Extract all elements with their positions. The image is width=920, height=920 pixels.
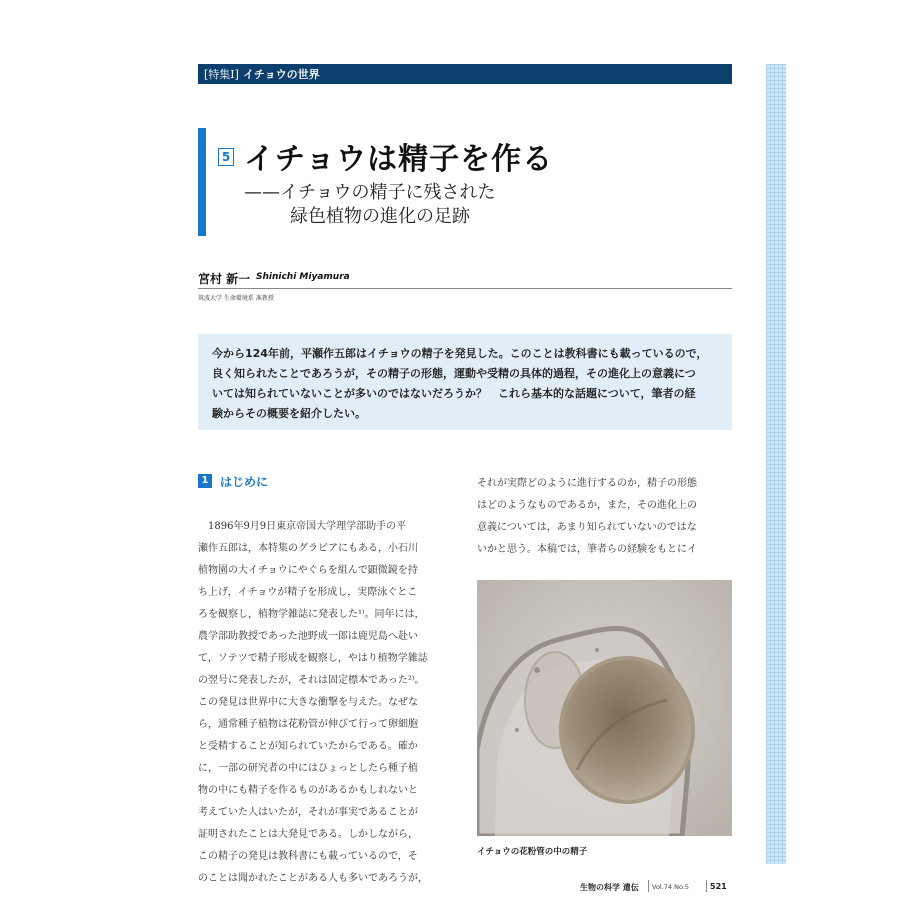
- body-line: この精子の発見は教科書にも載っているので，そ: [198, 851, 418, 862]
- body-line: と受精することが知られていたからである。確か: [198, 741, 418, 752]
- section-number-badge: 1: [198, 474, 212, 488]
- subtitle-line-1: ——イチョウの精子に残された: [244, 182, 496, 203]
- body-line: の翌号に発表したが，それは固定標本であった²⁾。: [198, 675, 425, 686]
- author-name-english: Shinichi Miyamura: [256, 272, 350, 282]
- abstract-line: 験からその概要を紹介したい。: [212, 407, 366, 420]
- body-line: ろを観察し，植物学雑誌に発表した¹⁾。同年には，: [198, 609, 425, 620]
- footer-journal-name: 生物の科学 遺伝: [580, 883, 639, 892]
- body-line: ら，通常種子植物は花粉管が伸びて行って卵細胞: [198, 719, 418, 730]
- title-accent-bar: [198, 128, 206, 236]
- body-line: 瀬作五郎は，本特集のグラビアにもある，小石川: [198, 543, 418, 554]
- body-line: に，一部の研究者の中にはひょっとしたら種子植: [198, 763, 418, 774]
- pollen-tube-micrograph: [477, 580, 732, 836]
- author-divider: [198, 288, 732, 289]
- abstract-line: いては知られていないことが多いのではないだろうか？ これら基本的な話題について，筆者の経: [212, 387, 696, 400]
- series-title: イチョウの世界: [242, 68, 320, 81]
- body-line: はどのようなものであるか，また，その進化上の: [477, 500, 697, 511]
- footer-divider: [706, 880, 707, 892]
- body-line: 1896年9月9日東京帝国大学理学部助手の平: [208, 521, 407, 532]
- micrograph-image: [477, 580, 732, 836]
- abstract-box: [198, 334, 732, 430]
- body-line: のことは聞かれたことがある人も多いであろうが，: [198, 873, 428, 884]
- body-line: 農学部助教授であった池野成一郎は鹿児島へ赴い: [198, 631, 418, 642]
- author-affiliation: 筑波大学 生命環境系 准教授: [198, 295, 274, 302]
- page-title: イチョウは精子を作る: [244, 142, 554, 177]
- section-heading: はじめに: [220, 475, 269, 489]
- body-line: いかと思う。本稿では，筆者らの経験をもとにイ: [477, 544, 697, 555]
- page-number: 521: [710, 882, 727, 891]
- figure-caption: イチョウの花粉管の中の精子: [477, 847, 588, 857]
- body-line: 植物園の大イチョウにやぐらを組んで顕微鏡を持: [198, 565, 418, 576]
- body-line: この発見は世界中に大きな衝撃を与えた。なぜな: [198, 697, 418, 708]
- abstract-line: 今から124年前，平瀬作五郎はイチョウの精子を発見した。このことは教科書にも載っているので，: [212, 347, 708, 360]
- article-number-badge: 5: [218, 148, 234, 166]
- body-line: 意義については，あまり知られていないのではな: [477, 522, 697, 533]
- series-bracket-label: [特集Ⅰ]: [204, 68, 239, 81]
- subtitle-line-2: 緑色植物の進化の足跡: [290, 206, 470, 227]
- abstract-line: 良く知られたことであろうが，その精子の形態，運動や受精の具体的過程，その進化上の意義につ: [212, 367, 696, 380]
- author-name-japanese: 宮村 新一: [198, 272, 251, 286]
- body-line: 証明されたことは大発見である。しかしながら，: [198, 829, 418, 840]
- body-line: 考えていた人はいたが，それが事実であることが: [198, 807, 418, 818]
- footer-volume: Vol.74 No.5: [652, 883, 690, 891]
- series-banner: [198, 64, 732, 84]
- margin-grid-strip: [766, 64, 786, 864]
- body-line: ち上げ，イチョウが精子を形成し，実際泳ぐとこ: [198, 587, 418, 598]
- body-line: て，ソテツで精子形成を観察し，やはり植物学雑誌: [198, 653, 428, 664]
- body-line: 物の中にも精子を作るものがあるかもしれないと: [198, 785, 418, 796]
- body-line: それが実際どのように進行するのか，精子の形態: [477, 478, 697, 489]
- footer-divider: [648, 880, 649, 892]
